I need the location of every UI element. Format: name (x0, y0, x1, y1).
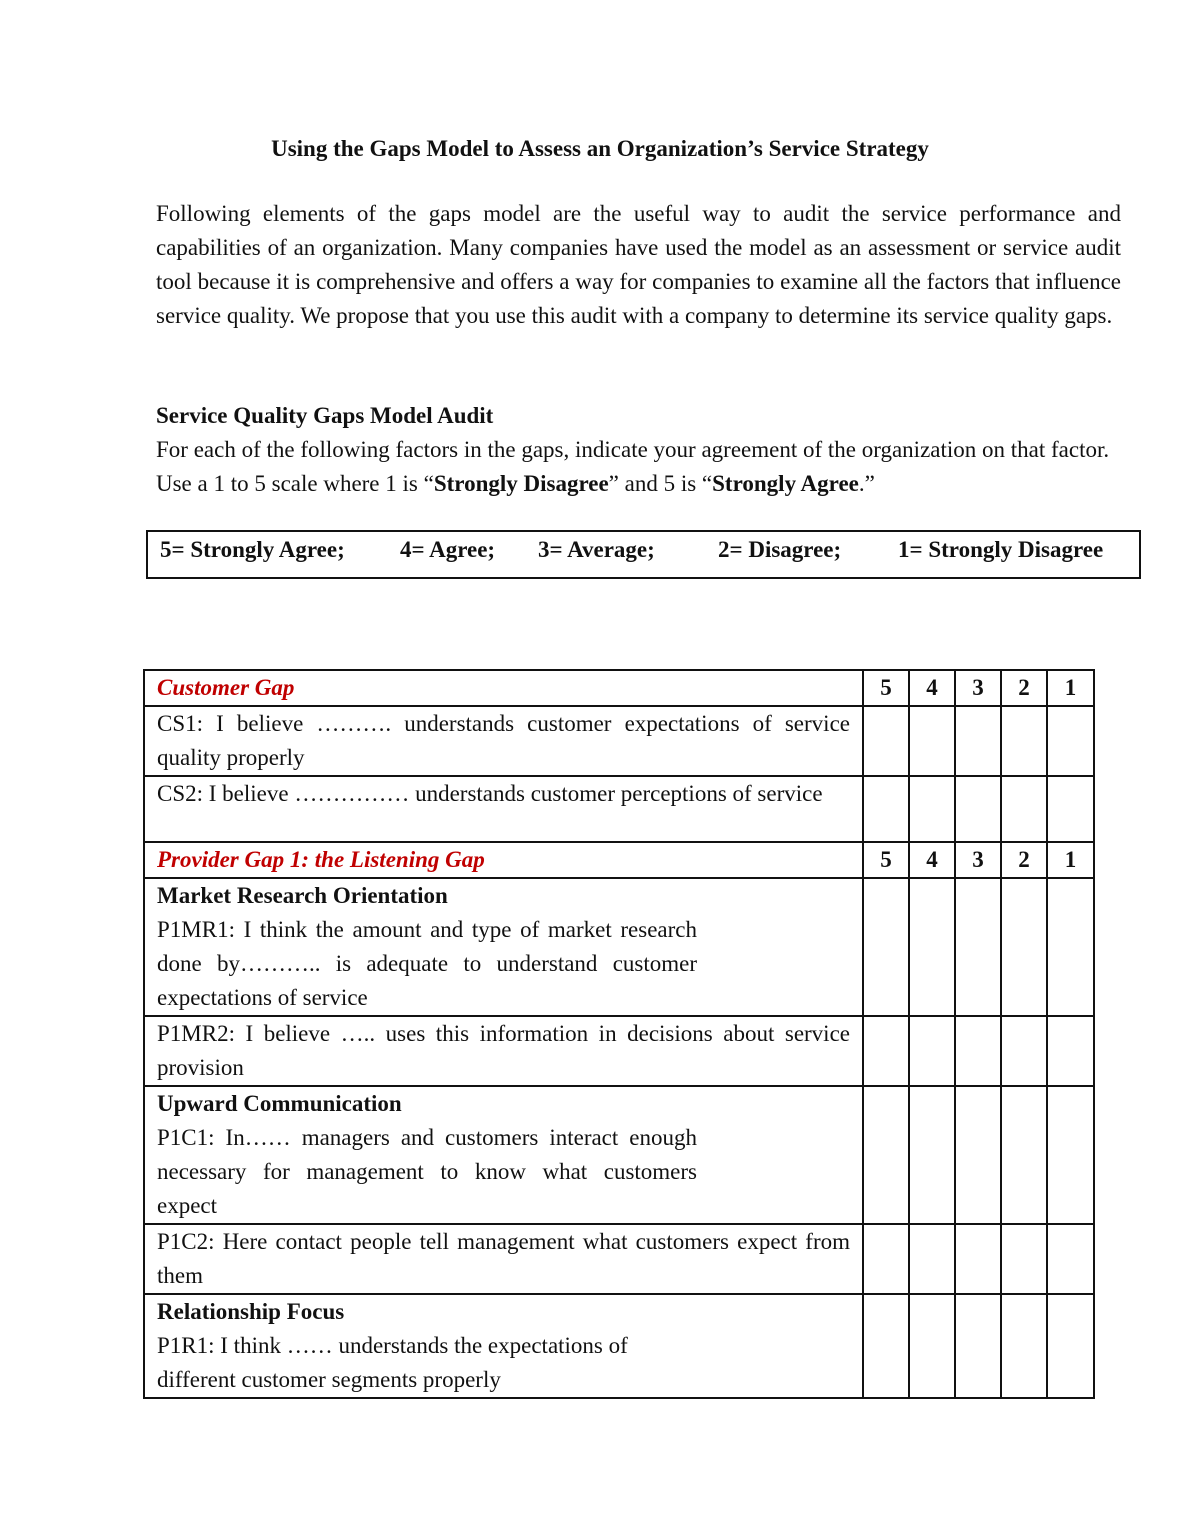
score-cell-p1r1-5[interactable] (863, 1294, 909, 1398)
instructions-text: For each of the following factors in the gaps, indicate your agreement of the organization on that factor. Use a 1 to 5 scale where 1 is “ (156, 437, 1110, 496)
score-cell-p1r1-2[interactable] (1001, 1294, 1047, 1398)
score-cell-cs1-5[interactable] (863, 706, 909, 776)
score-cell-p1mr2-2[interactable] (1001, 1016, 1047, 1086)
score-header-5: 5 (863, 842, 909, 878)
provider-gap-1-header-row (144, 842, 1094, 878)
audit-heading: Service Quality Gaps Model Audit (156, 403, 494, 428)
score-cell-p1mr1-4[interactable] (909, 878, 955, 1016)
score-cell-p1mr1-5[interactable] (863, 878, 909, 1016)
table-row-p1c1 (144, 1086, 1094, 1224)
score-header-3: 3 (955, 670, 1001, 706)
table-row-p1c2 (144, 1224, 1094, 1294)
score-cell-p1mr2-1[interactable] (1047, 1016, 1094, 1086)
score-header-5: 5 (863, 670, 909, 706)
score-cell-p1mr1-1[interactable] (1047, 878, 1094, 1016)
item-cs2: CS2: I believe …………… understands customer perceptions of service (144, 776, 863, 842)
scale-item-2: 2= Disagree; (718, 537, 842, 562)
scale-item-4: 4= Agree; (400, 537, 496, 562)
score-header-1: 1 (1047, 842, 1094, 878)
score-cell-p1c1-4[interactable] (909, 1086, 955, 1224)
item-p1r1: P1R1: I think …… understands the expectations of different customer segments properly (157, 1333, 628, 1392)
upward-communication-heading: Upward Communication (157, 1091, 402, 1116)
score-cell-p1c2-1[interactable] (1047, 1224, 1094, 1294)
item-p1r1-cell (144, 1294, 863, 1398)
score-cell-p1r1-3[interactable] (955, 1294, 1001, 1398)
score-header-2: 2 (1001, 842, 1047, 878)
score-cell-cs2-2[interactable] (1001, 776, 1047, 842)
score-cell-cs1-2[interactable] (1001, 706, 1047, 776)
score-cell-p1c1-5[interactable] (863, 1086, 909, 1224)
table-row-p1mr1 (144, 878, 1094, 1016)
score-cell-cs2-4[interactable] (909, 776, 955, 842)
score-cell-p1c1-3[interactable] (955, 1086, 1001, 1224)
score-header-4: 4 (909, 842, 955, 878)
score-cell-p1c2-5[interactable] (863, 1224, 909, 1294)
item-p1c1-cell (144, 1086, 863, 1224)
scale-item-5: 5= Strongly Agree; (160, 537, 345, 562)
strongly-agree-text: Strongly Agree (712, 471, 859, 496)
item-p1mr1-cell (144, 878, 863, 1016)
score-header-4: 4 (909, 670, 955, 706)
item-p1mr1: P1MR1: I think the amount and type of market research done by……….. is adequate to understand customer expectations of service (157, 917, 697, 1010)
score-header-3: 3 (955, 842, 1001, 878)
score-cell-p1c2-3[interactable] (955, 1224, 1001, 1294)
strongly-disagree-text: Strongly Disagree (433, 471, 609, 496)
relationship-focus-heading: Relationship Focus (157, 1299, 345, 1324)
score-cell-cs2-5[interactable] (863, 776, 909, 842)
market-research-heading: Market Research Orientation (157, 883, 448, 908)
table-row-cs2 (144, 776, 1094, 842)
audit-table (143, 669, 1095, 1399)
item-p1c2: P1C2: Here contact people tell management what customers expect from them (144, 1224, 863, 1294)
score-cell-cs2-3[interactable] (955, 776, 1001, 842)
score-cell-p1r1-1[interactable] (1047, 1294, 1094, 1398)
score-cell-p1mr1-3[interactable] (955, 878, 1001, 1016)
intro-paragraph: Following elements of the gaps model are the useful way to audit the service performance and capabilities of an organization. Many companies have used the model as an assessment or service audit tool because it is comprehensive and offers a way for companies to examine all the factors that influence service quality. We propose that you use this audit with a company to determine its service quality gaps. (156, 201, 1121, 328)
rating-scale-legend (146, 530, 1141, 579)
score-cell-p1c2-4[interactable] (909, 1224, 955, 1294)
scale-item-1: 1= Strongly Disagree (898, 537, 1104, 562)
score-cell-p1r1-4[interactable] (909, 1294, 955, 1398)
table-row-cs1 (144, 706, 1094, 776)
instructions-paragraph (156, 433, 1121, 501)
instructions-text-2: ” and 5 is “ (608, 471, 713, 496)
score-header-1: 1 (1047, 670, 1094, 706)
instructions-text-3: .” (858, 471, 875, 496)
score-cell-p1mr1-2[interactable] (1001, 878, 1047, 1016)
score-cell-cs1-4[interactable] (909, 706, 955, 776)
score-cell-p1mr2-3[interactable] (955, 1016, 1001, 1086)
score-cell-cs1-1[interactable] (1047, 706, 1094, 776)
page-title: Using the Gaps Model to Assess an Organization’s Service Strategy (271, 136, 929, 161)
customer-gap-header-row (144, 670, 1094, 706)
provider-gap-1-label: Provider Gap 1: the Listening Gap (144, 842, 863, 878)
score-cell-cs1-3[interactable] (955, 706, 1001, 776)
score-cell-p1c1-2[interactable] (1001, 1086, 1047, 1224)
table-row-p1r1 (144, 1294, 1094, 1398)
table-row-p1mr2 (144, 1016, 1094, 1086)
customer-gap-label: Customer Gap (144, 670, 863, 706)
score-cell-p1mr2-5[interactable] (863, 1016, 909, 1086)
score-cell-cs2-1[interactable] (1047, 776, 1094, 842)
score-header-2: 2 (1001, 670, 1047, 706)
score-cell-p1c1-1[interactable] (1047, 1086, 1094, 1224)
item-p1c1: P1C1: In…… managers and customers interact enough necessary for management to know what customers expect (157, 1125, 697, 1218)
item-cs1: CS1: I believe ………. understands customer expectations of service quality properly (144, 706, 863, 776)
scale-item-3: 3= Average; (538, 537, 655, 562)
score-cell-p1mr2-4[interactable] (909, 1016, 955, 1086)
item-p1mr2: P1MR2: I believe ….. uses this information in decisions about service provision (144, 1016, 863, 1086)
score-cell-p1c2-2[interactable] (1001, 1224, 1047, 1294)
